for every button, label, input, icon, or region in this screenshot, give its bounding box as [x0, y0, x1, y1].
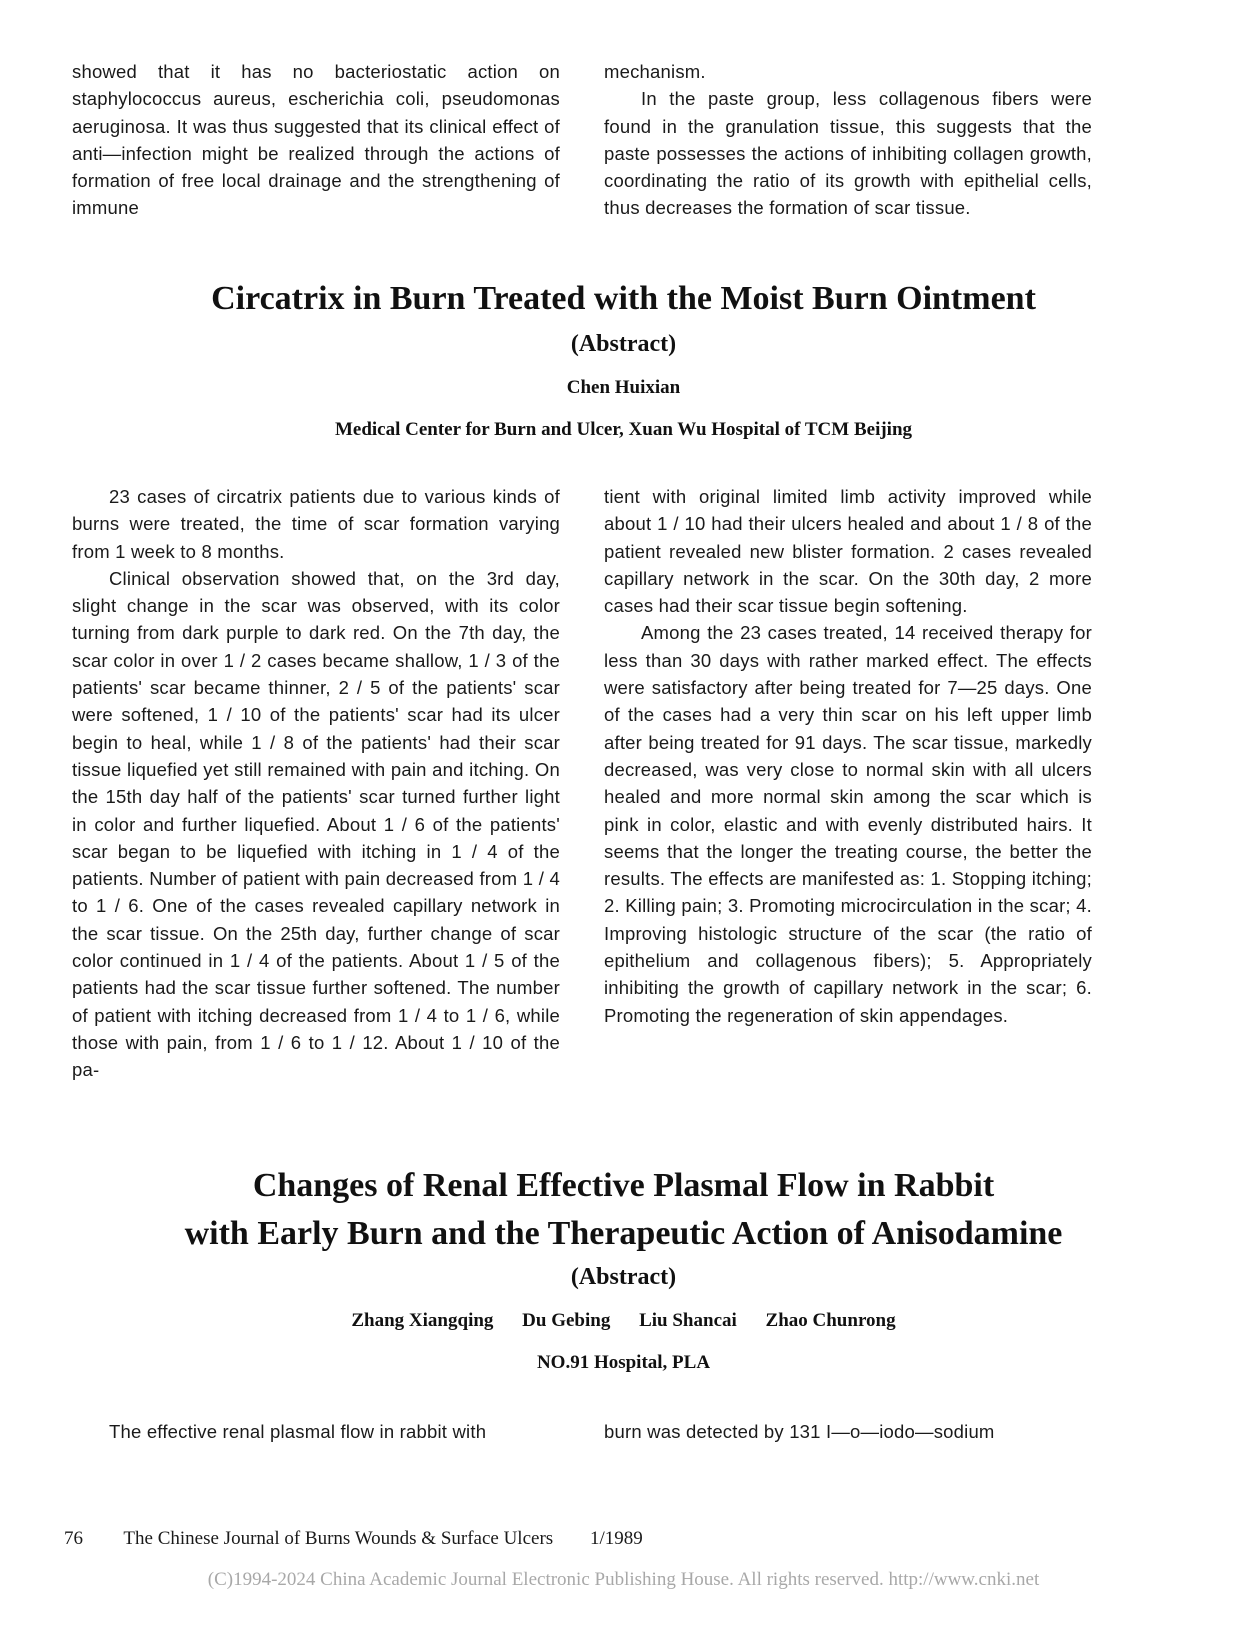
page-footer: [64, 1528, 643, 1550]
article1-author: Chen Huixian: [566, 377, 681, 398]
article1-paragraph: 23 cases of circatrix patients due to various kinds of burns were treated, the time of scar formation varying from 1 week to 8 months.: [72, 486, 560, 562]
article2-subtitle: (Abstract): [570, 1264, 677, 1290]
prev-article-paragraph: showed that it has no bacteriostatic action on staphylococcus aureus, escherichia coli, pseudomonas aeruginosa. It was thus suggested that its clinical effect of anti—infection might be realized through the actions of formation of free local drainage and the strengthening of immune: [72, 61, 560, 219]
article2-right-column: [604, 1418, 1092, 1445]
article1-paragraph: Among the 23 cases treated, 14 received therapy for less than 30 days with rather marked effect. The effects were satisfactory after being treated for 7—25 days. One of the cases had a very thin scar on his left upper limb after being treated for 91 days. The scar tissue, markedly decreased, was very close to normal skin with all ulcers healed and more normal skin among the scar which is pink in color, elastic and with evenly distributed hairs. It seems that the longer the treating course, the better the results. The effects are manifested as: 1. Stopping itching; 2. Killing pain; 3. Promoting microcirculation in the scar; 4. Improving histologic structure of the scar (the ratio of epithelium and collagenous fibers); 5. Appropriately inhibiting the growth of capillary network in the scar; 6. Promoting the regeneration of skin appendages.: [604, 622, 1092, 1026]
article1-left-column: [72, 483, 560, 1084]
article2-title-line1: Changes of Renal Effective Plasmal Flow in Rabbit: [252, 1167, 995, 1204]
article2-left-column: [72, 1418, 560, 1445]
issue-number: 1/1989: [589, 1528, 643, 1549]
article2-author: Zhang Xiangqing: [351, 1310, 494, 1331]
prev-article-right-column: [604, 58, 1092, 222]
article1-right-column: [604, 483, 1092, 1029]
article2-affiliation: NO.91 Hospital, PLA: [536, 1352, 711, 1373]
article1-paragraph: tient with original limited limb activity improved while about 1 / 10 had their ulcers healed and about 1 / 8 of the patient revealed new blister formation. 2 cases revealed capillary network in the scar. On the 30th day, 2 more cases had their scar tissue begin softening.: [604, 486, 1092, 617]
article1-subtitle: (Abstract): [570, 331, 677, 357]
article1-affiliation: Medical Center for Burn and Ulcer, Xuan Wu Hospital of TCM Beijing: [334, 419, 913, 440]
article1-title: Circatrix in Burn Treated with the Moist Burn Ointment: [211, 280, 1036, 317]
copyright-notice: (C)1994-2024 China Academic Journal Electronic Publishing House. All rights reserved. http://www.cnki.net: [207, 1569, 1040, 1590]
journal-name: The Chinese Journal of Burns Wounds & Surface Ulcers: [123, 1528, 554, 1549]
prev-article-paragraph: In the paste group, less collagenous fibers were found in the granulation tissue, this suggests that the paste possesses the actions of inhibiting collagen growth, coordinating the ratio of its growth with epithelial cells, thus decreases the formation of scar tissue.: [604, 88, 1092, 219]
page-number: 76: [64, 1528, 83, 1549]
article1-paragraph: Clinical observation showed that, on the 3rd day, slight change in the scar was observed, with its color turning from dark purple to dark red. On the 7th day, the scar color in over 1 / 2 cases became shallow, 1 / 3 of the patients' scar became thinner, 2 / 5 of the patients' scar were softened, 1 / 10 of the patients' scar had its ulcer begin to heal, while 1 / 8 of the patients' had their scar tissue liquefied yet still remained with pain and itching. On the 15th day half of the patients' scar turned further light in color and further liquefied. About 1 / 6 of the patients' scar began to be liquefied with itching in 1 / 4 of the patients. Number of patient with pain decreased from 1 / 4 to 1 / 6. One of the cases revealed capillary network in the scar tissue. On the 25th day, further change of scar color continued in 1 / 4 of the patients. About 1 / 5 of the patients had the scar tissue further softened. The number of patient with itching decreased from 1 / 4 to 1 / 6, while those with pain, from 1 / 6 to 1 / 12. About 1 / 10 of the pa-: [72, 567, 560, 1081]
article2-paragraph: The effective renal plasmal flow in rabbit with: [109, 1421, 487, 1442]
article2-paragraph: burn was detected by 131 I—o—iodo—sodium: [604, 1421, 995, 1442]
article2-author: Du Gebing: [522, 1310, 611, 1331]
article2-authors: [0, 1307, 1247, 1335]
article2-author: Liu Shancai: [639, 1310, 737, 1331]
article2-title-line2: with Early Burn and the Therapeutic Action of Anisodamine: [184, 1215, 1063, 1252]
prev-article-left-column: [72, 58, 560, 222]
article2-author: Zhao Chunrong: [765, 1310, 896, 1331]
prev-article-paragraph: mechanism.: [604, 61, 706, 82]
